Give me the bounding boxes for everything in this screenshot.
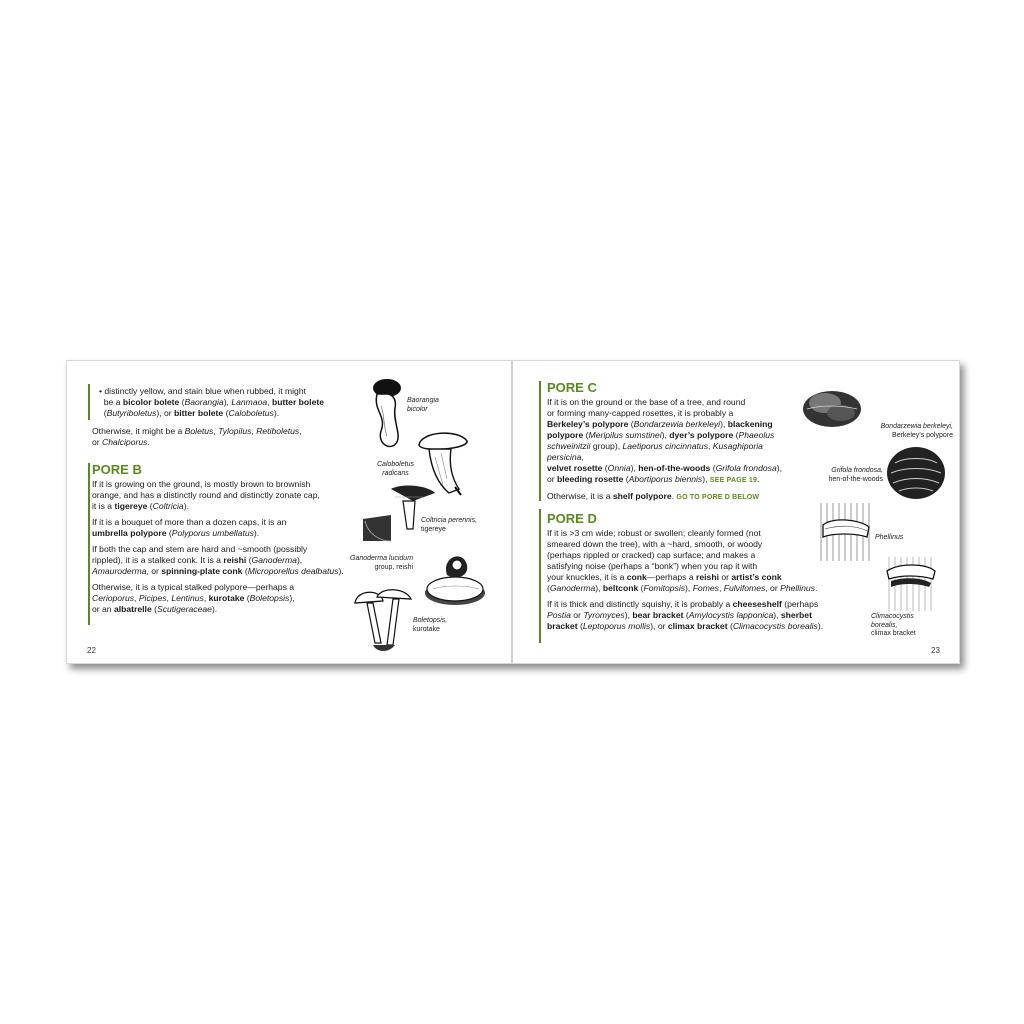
climacocystis-caption: Climacocystis borealis, climax bracket bbox=[871, 613, 916, 637]
grifola-caption: Grifola frondosa, hen-of-the-woods bbox=[828, 467, 883, 483]
pore-c-rule bbox=[539, 381, 541, 501]
baorangia-illustration bbox=[367, 376, 407, 456]
pore-b-rule bbox=[88, 463, 90, 625]
phellinus-caption: Phellinus bbox=[875, 534, 904, 541]
otherwise-bolete-text: Otherwise, it might be a Boletus, Tylopilus, Retiboletus, or Chalciporus. bbox=[92, 426, 302, 447]
open-book-spread bbox=[66, 360, 960, 664]
go-to-pore-d-link[interactable]: GO TO PORE D BELOW bbox=[676, 494, 760, 501]
boletopsis-caption: Boletopsis, kurotake bbox=[413, 617, 448, 633]
section-rule bbox=[88, 384, 90, 420]
pore-b-heading: PORE B bbox=[92, 462, 142, 477]
ganoderma-illustration bbox=[423, 545, 489, 609]
bolete-bullet-text: • distinctly yellow, and stain blue when rubbed, it might be a bicolor bolete (Baorangia), Lanmaoa, butter bolete (Butyriboletus), or bitter bolete (Caloboletus). bbox=[99, 386, 324, 418]
bondarzewia-caption: Bondarzewia berkeleyi, Berkeley’s polypore bbox=[880, 423, 953, 439]
pore-c-heading: PORE C bbox=[547, 380, 597, 395]
left-page bbox=[67, 361, 511, 663]
see-page-link[interactable]: SEE PAGE 19 bbox=[709, 477, 758, 484]
page-number-left: 22 bbox=[87, 646, 96, 655]
pore-d-heading: PORE D bbox=[547, 511, 597, 526]
caloboletus-caption: Caloboletus radicans bbox=[377, 461, 414, 477]
pore-d-rule bbox=[539, 509, 541, 643]
boletopsis-illustration bbox=[353, 587, 415, 653]
pore-c-section: PORE C If it is on the ground or the base of a tree, and round or forming many-capped rosettes, it is probably a Berkeley’s polypore (Bondarzewia berkeleyi), blackening polypore (Meripilus sumstinei), dyer’s polypore (Phaeolus schweinitzii group), Laetiporus cincinnatus, Kusaghiporia persicina, velvet rosette (Onnia), hen-of-the-woods (Grifola frondosa), or bleeding rosette (Abortiporus biennis), SEE PAGE 19. Otherwise, it is a shelf polypore. GO TO PORE D BELOW bbox=[547, 382, 799, 508]
phellinus-illustration bbox=[819, 501, 873, 563]
page-number-right: 23 bbox=[931, 646, 940, 655]
baorangia-caption: Baorangia bicolor bbox=[407, 397, 439, 413]
coltricia-caption: Coltricia perennis, tigereye bbox=[421, 517, 478, 533]
right-page bbox=[513, 361, 959, 663]
pore-d-section: PORE D If it is >3 cm wide; robust or swollen; cleanly formed (not smeared down the tree), with a ~hard, smooth, or woody (perhaps rippled or cracked) cap surface; and makes a satisfying noise (perhaps a “bonk”) when you rap it with your knuckles, it is a conk—perhaps a reishi or artist’s conk (Ganoderma), beltconk (Fomitopsis), Fomes, Fulvifomes, or Phellinus. If it is thick and distinctly squishy, it is probably a cheeseshelf (perhaps Postia or Tyromyces), bear bracket (Amylocystis lapponica), sherbet bracket (Leptoporus mollis), or climax bracket (Climacocystis borealis). bbox=[547, 513, 847, 637]
climacocystis-illustration bbox=[885, 557, 937, 611]
pore-b-section: PORE B If it is growing on the ground, is mostly brown to brownish orange, and has a distinctly round and distinctly zonate cap, it is a tigereye (Coltricia). If it is a bouquet of more than a dozen caps, it is an umbrella polypore (Polyporus umbellatus). If both the cap and stem are hard and ~smooth (possibly rippled), it is a stalked conk. It is a reishi (Ganoderma), Amauroderma, or spinning-plate conk (Microporellus dealbatus). Otherwise, it is a typical stalked polypore—perhaps a Cerioporus, Picipes, Lentinus, kurotake (Boletopsis), or an albatrelle (Scutigeraceae). bbox=[92, 464, 382, 620]
ganoderma-caption: Ganoderma lucidum group, reishi bbox=[350, 555, 414, 571]
grifola-illustration bbox=[885, 443, 947, 501]
